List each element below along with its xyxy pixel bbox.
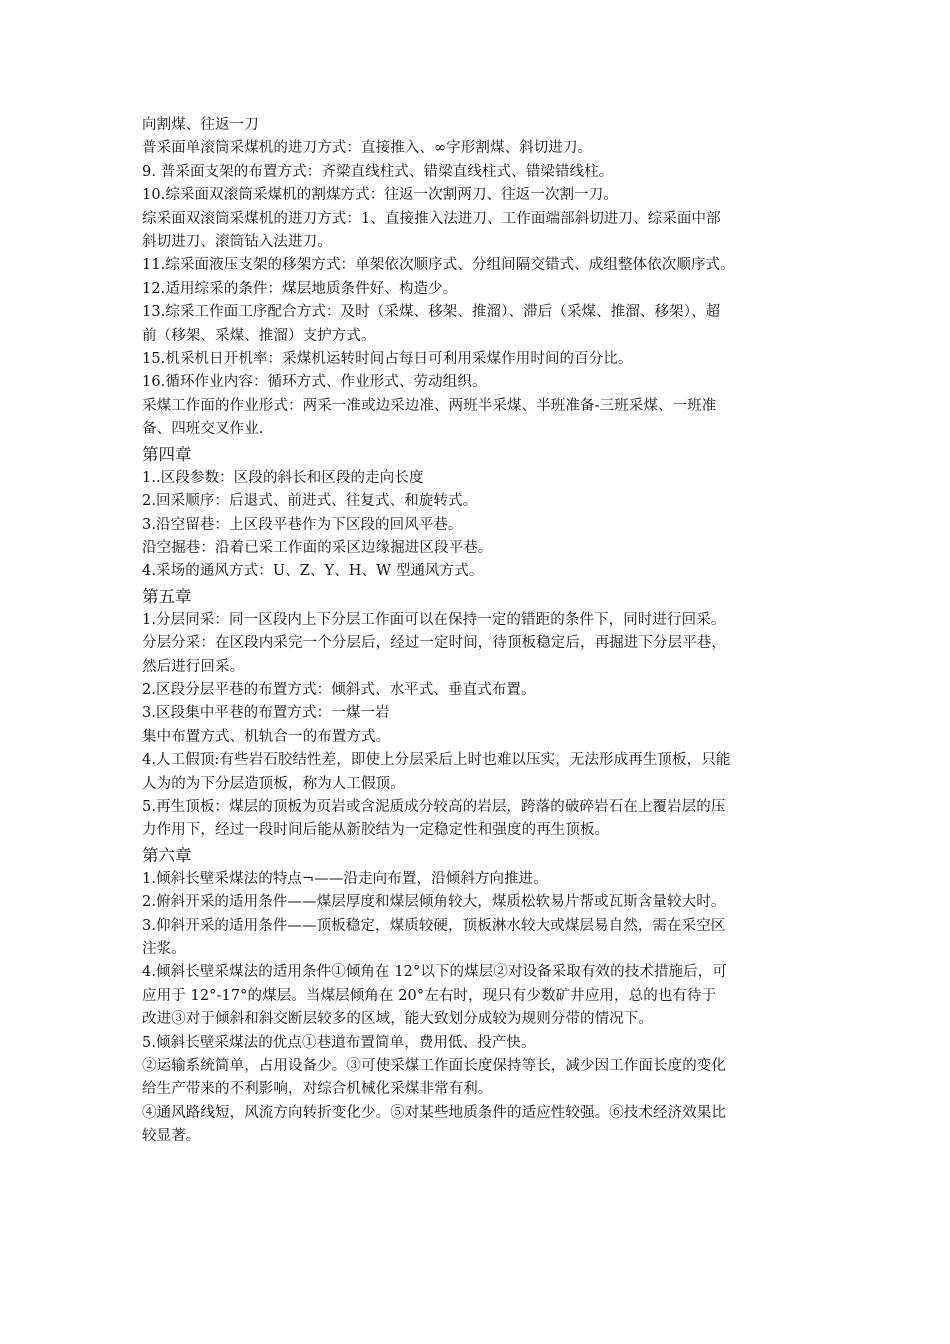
text-line: 5.再生顶板：煤层的顶板为页岩或含泥质成分较高的岩层，跨落的破碎岩石在上覆岩层的压: [142, 798, 726, 815]
text-line: 斜切进刀、滚筒钻入法进刀。: [142, 234, 332, 251]
text-line: 分层分采：在区段内采完一个分层后，经过一定时间，待顶板稳定后，再掘进下分层平巷，: [142, 635, 726, 652]
chapter-heading: 第五章: [142, 586, 192, 606]
text-line: 5.倾斜长壁采煤法的优点①巷道布置简单，费用低、投产快。: [142, 1034, 536, 1051]
text-line: 应用于 12°-17°的煤层。当煤层倾角在 20°左右时，现只有少数矿井应用，总的也有待于: [142, 987, 717, 1004]
text-line: 集中布置方式、机轨合一的布置方式。: [142, 728, 391, 745]
text-line: 人为的为下分层造顶板，称为人工假顶。: [142, 775, 405, 792]
text-line: 3.沿空留巷：上区段平巷作为下区段的回风平巷。: [142, 516, 463, 533]
text-line: 4.采场的通风方式：U、Z、Y、H、W 型通风方式。: [142, 563, 484, 580]
text-line: 13.综采工作面工序配合方式：及时（采煤、移架、推溜）、滞后（采煤、推溜、移架）、超: [142, 304, 721, 321]
text-line: 9. 普采面支架的布置方式：齐梁直线柱式、错梁直线柱式、错梁错线柱。: [142, 163, 614, 180]
text-line: 10.综采面双滚筒采煤机的割煤方式：往返一次割两刀、往返一次割一刀。: [142, 187, 618, 204]
text-line: 2.区段分层平巷的布置方式：倾斜式、水平式、垂直式布置。: [142, 681, 536, 698]
text-line: ④通风路线短，风流方向转折变化少。⑤对某些地质条件的适应性较强。⑥技术经济效果比: [142, 1104, 726, 1121]
text-line: 1.倾斜长壁采煤法的特点¬——沿走向布置，沿倾斜方向推进。: [142, 870, 548, 887]
text-line: 向割煤、往返一刀: [142, 117, 259, 133]
text-line: 然后进行回采。: [142, 658, 245, 675]
text-line: 4.倾斜长壁采煤法的适用条件①倾角在 12°以下的煤层②对设备采取有效的技术措施后，可: [142, 964, 727, 981]
text-line: 16.循环作业内容：循环方式、作业形式、劳动组织。: [142, 374, 487, 391]
text-line: 沿空掘巷：沿着已采工作面的采区边缘掘进区段平巷。: [142, 539, 493, 556]
text-line: 12.适用综采的条件：煤层地质条件好、构造少。: [142, 280, 458, 297]
document-page: [142, 114, 810, 1149]
text-line: 力作用下，经过一段时间后能从新胶结为一定稳定性和强度的再生顶板。: [142, 822, 610, 839]
text-line: 采煤工作面的作业形式：两采一准或边采边准、两班半采煤、半班准备-三班采煤、一班准: [142, 397, 717, 414]
text-line: 改进③对于倾斜和斜交断层较多的区域，能大致划分成较为规则分带的情况下。: [142, 1011, 653, 1028]
text-line: 15.机采机日开机率：采煤机运转时间占每日可利用采煤作用时间的百分比。: [142, 351, 633, 368]
text-line: 给生产带来的不利影响，对综合机械化采煤非常有利。: [142, 1081, 493, 1098]
text-line: 注浆。: [142, 941, 186, 957]
text-line: 2.俯斜开采的适用条件——煤层厚度和煤层倾角较大，煤质松软易片帮或瓦斯含量较大时。: [142, 894, 726, 911]
chapter-heading: 第六章: [142, 845, 192, 865]
text-line: 备、四班交叉作业.: [142, 421, 264, 438]
text-line: 普采面单滚筒采煤机的进刀方式：直接推入、∞字形割煤、斜切进刀。: [142, 140, 593, 157]
text-line: 综采面双滚筒采煤机的进刀方式：1、直接推入法进刀、工作面端部斜切进刀、综采面中部: [142, 210, 721, 227]
text-line: 11.综采面液压支架的移架方式：单架依次顺序式、分组间隔交错式、成组整体依次顺序式。: [142, 257, 735, 274]
text-line: 较显著。: [142, 1128, 201, 1145]
text-line: 2.回采顺序：后退式、前进式、往复式、和旋转式。: [142, 493, 478, 510]
text-line: 3.仰斜开采的适用条件——顶板稳定，煤质较硬，顶板淋水较大或煤层易自然，需在采空区: [142, 917, 726, 934]
text-line: 前（移架、采煤、推溜）支护方式。: [142, 327, 376, 344]
text-line: 1..区段参数：区段的斜长和区段的走向长度: [142, 469, 424, 486]
text-line: ②运输系统简单，占用设备少。③可使采煤工作面长度保持等长，减少因工作面长度的变化: [142, 1058, 726, 1075]
chapter-heading: 第四章: [142, 444, 192, 464]
text-line: 4.人工假顶:有些岩石胶结性差，即使上分层采后上时也难以压实，无法形成再生顶板，只能: [142, 752, 731, 769]
text-line: 3.区段集中平巷的布置方式：一煤一岩: [142, 705, 390, 722]
text-line: 1.分层同采：同一区段内上下分层工作面可以在保持一定的错距的条件下，同时进行回采。: [142, 611, 726, 628]
